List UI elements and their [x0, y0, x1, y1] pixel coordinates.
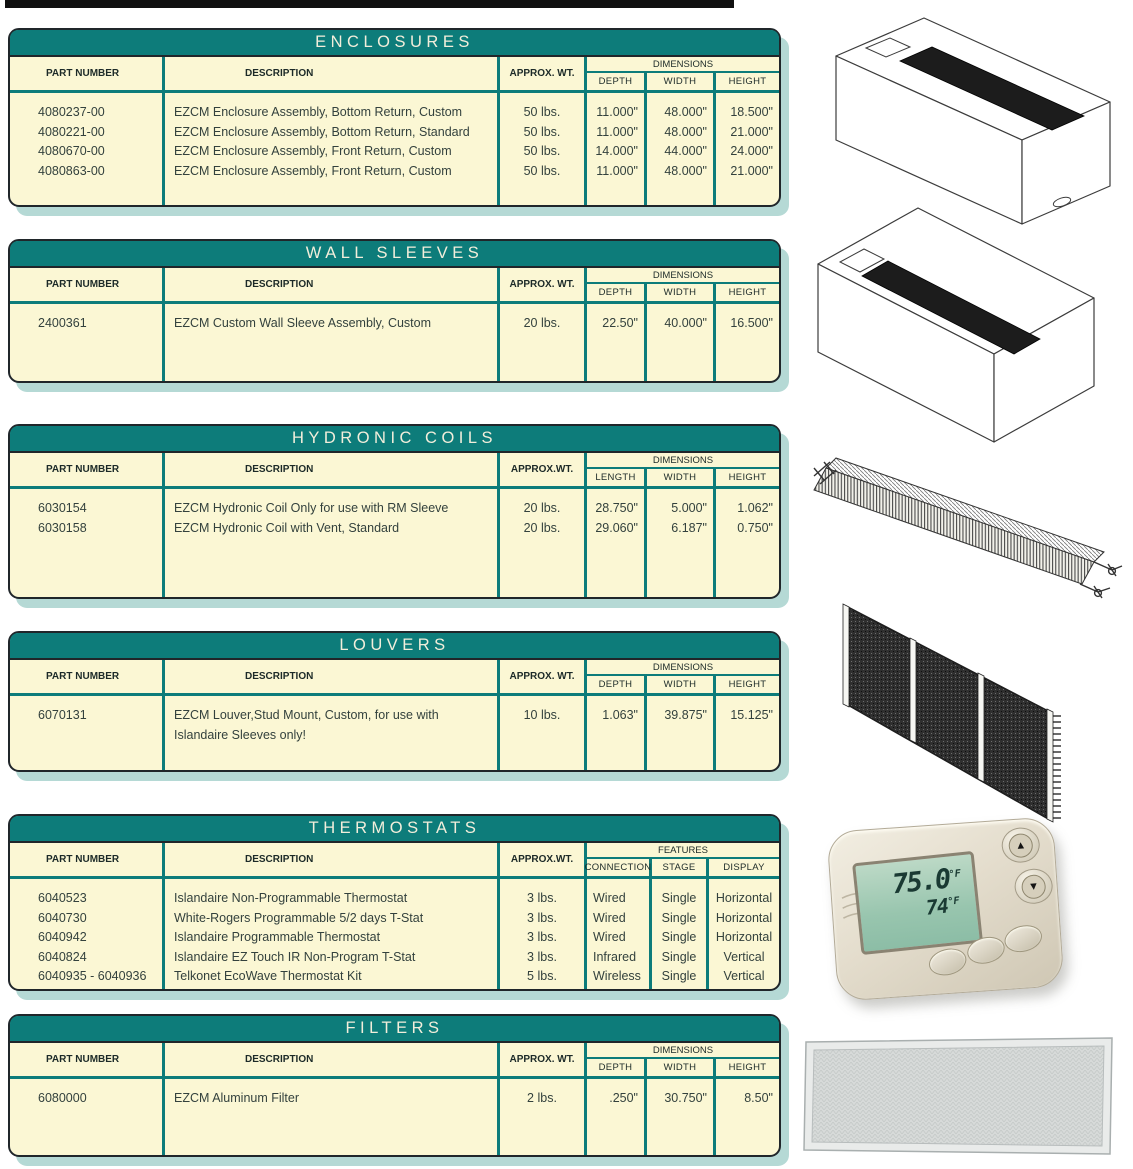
depth-column: [587, 304, 647, 381]
weight-cell: 2 lbs.: [527, 1091, 557, 1105]
part-number-cell: 4080221-00: [38, 124, 105, 139]
thermostat-photo: [832, 818, 1064, 1014]
col-header-approx-wt: APPROX. WT.: [500, 1043, 587, 1079]
width-cell: 44.000": [664, 144, 707, 158]
table-grid: [10, 268, 779, 381]
sub-header-2: STAGE: [652, 859, 709, 879]
col-header-description: DESCRIPTION: [165, 1043, 500, 1079]
display-cell: Vertical: [723, 949, 765, 964]
lcd-set-temp: $74^{^\circ F}$: [924, 893, 961, 920]
depth-column: [587, 696, 647, 770]
width-cell: 5.000": [671, 501, 707, 515]
filter-mesh: [812, 1046, 1104, 1146]
connection-cell: Wireless: [593, 969, 641, 983]
description-cell: EZCM Enclosure Assembly, Bottom Return, Standard: [174, 124, 470, 139]
col-header-approx-wt: APPROX. WT.: [500, 57, 587, 93]
col-header-part-number: PART NUMBER: [10, 660, 165, 696]
table-grid: [10, 57, 779, 205]
stage-cell: Single: [661, 930, 697, 944]
width-cell: 48.000": [664, 163, 707, 178]
part-number-cell: 4080237-00: [38, 105, 105, 119]
filter-photo: [800, 1034, 1118, 1162]
table-title: HYDRONIC COILS: [10, 426, 779, 453]
table-title: ENCLOSURES: [10, 30, 779, 57]
weight-cell: 3 lbs.: [527, 949, 557, 964]
part-number-cell: 6040824: [38, 949, 87, 964]
thermostats-table: [8, 814, 781, 991]
depth-column: [587, 93, 647, 205]
description-cell: EZCM Enclosure Assembly, Front Return, Custom: [174, 163, 452, 178]
weight-column: [500, 304, 587, 381]
col-header-description: DESCRIPTION: [165, 843, 500, 879]
col-header-description: DESCRIPTION: [165, 453, 500, 489]
col-group-header: DIMENSIONS: [587, 660, 779, 676]
description-cell: EZCM Louver,Stud Mount, Custom, for use with Islandaire Sleeves only!: [174, 708, 439, 742]
weight-column: [500, 489, 587, 597]
sub-header-3: HEIGHT: [716, 73, 779, 93]
depth-column: [587, 1079, 647, 1155]
thermostat-up-button: [1001, 826, 1041, 864]
part-number-cell: 6030154: [38, 501, 87, 515]
col-group-header: DIMENSIONS: [587, 1043, 779, 1059]
sub-header-2: WIDTH: [647, 284, 716, 304]
col-group-header: DIMENSIONS: [587, 57, 779, 73]
sub-header-3: DISPLAY: [709, 859, 779, 879]
weight-column: [500, 879, 587, 989]
connection-cell: Infrared: [593, 949, 637, 964]
sub-header-3: HEIGHT: [716, 676, 779, 696]
depth-cell: 11.000": [596, 163, 638, 178]
thermostat-lcd: [852, 851, 983, 955]
sub-header-1: DEPTH: [587, 284, 647, 304]
louver-fin-edge: [1053, 716, 1061, 818]
description-cell: EZCM Custom Wall Sleeve Assembly, Custom: [174, 316, 432, 330]
description-cell: EZCM Aluminum Filter: [174, 1091, 300, 1105]
sub-header-2: WIDTH: [647, 73, 716, 93]
enclosures-table: [8, 28, 781, 207]
table-title: WALL SLEEVES: [10, 241, 779, 268]
sub-header-3: HEIGHT: [716, 469, 779, 489]
width-cell: 48.000": [664, 124, 707, 139]
part-number-cell: 6040730: [38, 910, 87, 925]
table-grid: [10, 1043, 779, 1155]
description-column: [165, 304, 500, 381]
width-column: [647, 489, 716, 597]
display-cell: Horizontal: [715, 930, 773, 944]
part-number-cell: 6040935 - 6040936: [38, 969, 147, 983]
stage-cell: Single: [661, 969, 697, 983]
connection-cell: Wired: [593, 891, 626, 905]
part-number-cell: 6040942: [38, 930, 87, 944]
part-number-column: [10, 489, 165, 597]
sub-header-3: HEIGHT: [716, 284, 779, 304]
display-column: [709, 879, 779, 989]
sub-header-1: DEPTH: [587, 73, 647, 93]
filters-table: [8, 1014, 781, 1157]
height-cell: 21.000": [730, 124, 773, 139]
col-header-part-number: PART NUMBER: [10, 1043, 165, 1079]
connection-cell: Wired: [593, 930, 626, 944]
col-header-part-number: PART NUMBER: [10, 843, 165, 879]
sub-header-1: LENGTH: [587, 469, 647, 489]
height-cell: 8.50": [744, 1091, 773, 1105]
sub-header-2: WIDTH: [647, 676, 716, 696]
width-cell: 6.187": [671, 520, 707, 535]
width-cell: 30.750": [664, 1091, 707, 1105]
col-group-header: FEATURES: [587, 843, 779, 859]
table-title: THERMOSTATS: [10, 816, 779, 843]
part-number-cell: 2400361: [38, 316, 87, 330]
height-cell: 18.500": [730, 105, 773, 119]
description-cell: White-Rogers Programmable 5/2 days T-Stat: [174, 910, 424, 925]
width-cell: 40.000": [664, 316, 707, 330]
stage-column: [652, 879, 709, 989]
col-header-part-number: PART NUMBER: [10, 268, 165, 304]
part-number-cell: 6080000: [38, 1091, 87, 1105]
part-number-column: [10, 304, 165, 381]
hydronic-coils-table: [8, 424, 781, 599]
width-cell: 39.875": [664, 708, 707, 722]
col-header-part-number: PART NUMBER: [10, 453, 165, 489]
depth-cell: 11.000": [596, 105, 638, 119]
thermostat-body: [826, 816, 1064, 1001]
louvers-table: [8, 631, 781, 772]
part-number-cell: 4080670-00: [38, 144, 105, 158]
weight-column: [500, 696, 587, 770]
description-cell: EZCM Hydronic Coil Only for use with RM Sleeve: [174, 501, 449, 515]
description-column: [165, 879, 500, 989]
depth-cell: 14.000": [595, 144, 638, 158]
weight-cell: 5 lbs.: [527, 969, 557, 983]
weight-cell: 10 lbs.: [523, 708, 561, 722]
depth-cell: 1.063": [602, 708, 638, 722]
col-group-header: DIMENSIONS: [587, 453, 779, 469]
table-title: FILTERS: [10, 1016, 779, 1043]
width-column: [647, 696, 716, 770]
description-cell: EZCM Enclosure Assembly, Front Return, Custom: [174, 144, 452, 158]
wall-sleeve-illustration: [806, 198, 1104, 456]
weight-cell: 3 lbs.: [527, 891, 557, 905]
sub-header-2: WIDTH: [647, 469, 716, 489]
description-cell: Islandaire Programmable Thermostat: [174, 930, 381, 944]
height-cell: 24.000": [730, 144, 773, 158]
col-header-approx-wt: APPROX. WT.: [500, 660, 587, 696]
length-cell: 28.750": [595, 501, 638, 515]
col-header-approx-wt: APPROX.WT.: [500, 843, 587, 879]
part-number-column: [10, 1079, 165, 1155]
stage-cell: Single: [661, 910, 697, 925]
description-column: [165, 489, 500, 597]
height-column: [716, 696, 779, 770]
depth-cell: .250": [609, 1091, 638, 1105]
description-cell: Islandaire Non-Programmable Thermostat: [174, 891, 408, 905]
table-grid: [10, 660, 779, 770]
stage-cell: Single: [661, 949, 697, 964]
description-column: [165, 1079, 500, 1155]
weight-column: [500, 1079, 587, 1155]
description-column: [165, 93, 500, 205]
height-column: [716, 489, 779, 597]
up-arrow-icon: ▲: [1008, 832, 1034, 858]
down-arrow-icon: ▼: [1021, 873, 1047, 899]
height-cell: 21.000": [730, 163, 773, 178]
height-column: [716, 1079, 779, 1155]
col-header-part-number: PART NUMBER: [10, 57, 165, 93]
thermostat-mode-button: [1002, 921, 1045, 955]
weight-cell: 50 lbs.: [523, 105, 561, 119]
weight-cell: 20 lbs.: [523, 316, 561, 330]
col-header-approx-wt: APPROX.WT.: [500, 453, 587, 489]
width-column: [647, 304, 716, 381]
width-cell: 48.000": [664, 105, 707, 119]
lcd-current-temp: $75.0^{^\circ F}$: [890, 863, 962, 901]
weight-cell: 50 lbs.: [523, 144, 561, 158]
part-number-column: [10, 879, 165, 989]
col-header-description: DESCRIPTION: [165, 660, 500, 696]
height-cell: 15.125": [730, 708, 773, 722]
col-header-description: DESCRIPTION: [165, 57, 500, 93]
table-grid: [10, 843, 779, 989]
height-cell: 1.062": [737, 501, 773, 515]
part-number-column: [10, 93, 165, 205]
display-cell: Vertical: [723, 969, 765, 983]
hydronic-coil-illustration: [812, 438, 1130, 600]
part-number-column: [10, 696, 165, 770]
weight-cell: 50 lbs.: [523, 163, 561, 178]
sub-header-2: WIDTH: [647, 1059, 716, 1079]
depth-cell: 22.50": [602, 316, 638, 330]
part-number-cell: 4080863-00: [38, 163, 105, 178]
length-column: [587, 489, 647, 597]
sub-header-1: DEPTH: [587, 676, 647, 696]
connection-cell: Wired: [593, 910, 626, 925]
thermostat-down-button: [1013, 868, 1053, 906]
part-number-cell: 6030158: [38, 520, 87, 535]
display-cell: Horizontal: [715, 910, 773, 925]
wall-sleeves-table: [8, 239, 781, 383]
page-top-rule: [5, 0, 734, 8]
description-cell: EZCM Hydronic Coil with Vent, Standard: [174, 520, 400, 535]
height-cell: 16.500": [730, 316, 773, 330]
display-cell: Horizontal: [715, 891, 773, 905]
weight-cell: 3 lbs.: [527, 910, 557, 925]
sub-header-1: CONNECTION: [587, 859, 652, 879]
width-column: [647, 1079, 716, 1155]
weight-cell: 50 lbs.: [523, 124, 561, 139]
weight-column: [500, 93, 587, 205]
table-title: LOUVERS: [10, 633, 779, 660]
col-header-description: DESCRIPTION: [165, 268, 500, 304]
weight-cell: 20 lbs.: [523, 501, 561, 515]
width-column: [647, 93, 716, 205]
height-column: [716, 304, 779, 381]
depth-cell: 11.000": [596, 124, 638, 139]
col-header-approx-wt: APPROX. WT.: [500, 268, 587, 304]
description-cell: EZCM Enclosure Assembly, Bottom Return, Custom: [174, 105, 463, 119]
length-cell: 29.060": [595, 520, 638, 535]
sub-header-1: DEPTH: [587, 1059, 647, 1079]
weight-cell: 20 lbs.: [523, 520, 561, 535]
description-cell: Islandaire EZ Touch IR Non-Program T-Stat: [174, 949, 416, 964]
part-number-cell: 6040523: [38, 891, 87, 905]
sub-header-3: HEIGHT: [716, 1059, 779, 1079]
height-column: [716, 93, 779, 205]
part-number-cell: 6070131: [38, 708, 87, 722]
stage-cell: Single: [661, 891, 697, 905]
description-cell: Telkonet EcoWave Thermostat Kit: [174, 969, 362, 983]
connection-column: [587, 879, 652, 989]
louver-illustration: [838, 592, 1066, 834]
weight-cell: 3 lbs.: [527, 930, 557, 944]
table-grid: [10, 453, 779, 597]
col-group-header: DIMENSIONS: [587, 268, 779, 284]
height-cell: 0.750": [737, 520, 773, 535]
description-column: [165, 696, 500, 770]
thermostat-menu-button: [926, 945, 969, 979]
